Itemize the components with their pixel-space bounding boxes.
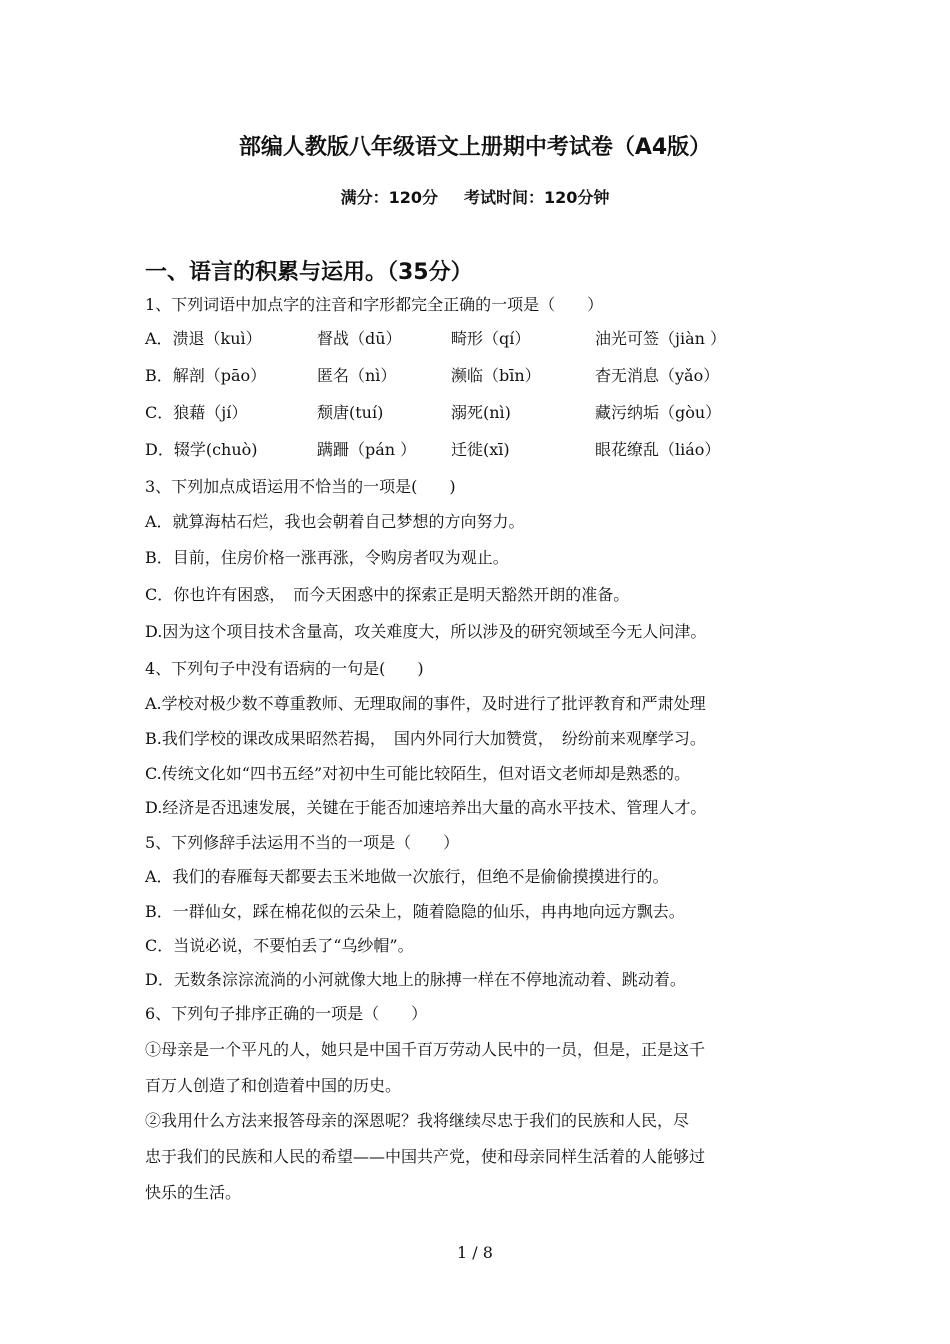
- q1-option-d-2: 蹒跚（pán ）: [317, 440, 417, 459]
- exam-time: 考试时间：120分钟: [464, 188, 610, 207]
- q5-option-a: A．我们的春雁每天都要去玉米地做一次旅行，但绝不是偷偷摸摸进行的。: [145, 867, 669, 886]
- q1-option-c-3: 溺死(nì): [451, 403, 511, 422]
- q1-option-b-3: 濒临（bīn）: [451, 366, 541, 385]
- question-5-stem: 5、下列修辞手法运用不当的一项是（ ）: [145, 833, 460, 852]
- q1-option-d-4: 眼花缭乱（liáo）: [595, 440, 721, 459]
- full-score: 满分：120分: [340, 188, 438, 207]
- q4-option-d: D.经济是否迅速发展，关键在于能否加速培养出大量的高水平技术、管理人才。: [145, 798, 707, 817]
- question-3-stem: 3、下列加点成语运用不恰当的一项是( ): [145, 477, 456, 496]
- q1-option-b-2: 匿名（nì）: [317, 366, 397, 385]
- question-4-stem: 4、下列句子中没有语病的一句是( ): [145, 659, 424, 678]
- page-title: 部编人教版八年级语文上册期中考试卷（A4版）: [238, 135, 712, 160]
- question-1-stem: 1、下列词语中加点字的注音和字形都完全正确的一项是（ ）: [145, 295, 604, 314]
- q1-option-c-2: 颓唐(tuí): [317, 403, 384, 422]
- exam-info: [0, 185, 950, 208]
- q3-option-b: B．目前，住房价格一涨再涨，令购房者叹为观止。: [145, 548, 509, 567]
- q6-sentence-line: ②我用什么方法来报答母亲的深恩呢？我将继续尽忠于我们的民族和人民，尽: [145, 1111, 690, 1130]
- q5-option-c: C．当说必说，不要怕丢了“乌纱帽”。: [145, 936, 414, 955]
- q1-option-b-1: B．解剖（pāo）: [145, 366, 267, 385]
- q5-option-b: B．一群仙女，踩在棉花似的云朵上，随着隐隐的仙乐，冉冉地向远方飘去。: [145, 902, 685, 921]
- q1-option-b-4: 杳无消息（yǎo）: [595, 366, 720, 385]
- q1-option-a-1: A．溃退（kuì）: [145, 329, 262, 348]
- q3-option-c: C．你也许有困惑， 而今天困惑中的探索正是明天豁然开朗的准备。: [145, 585, 630, 604]
- q4-option-b: B.我们学校的课改成果昭然若揭， 国内外同行大加赞赏， 纷纷前来观摩学习。: [145, 729, 706, 748]
- q4-option-a: A.学校对极少数不尊重教师、无理取闹的事件，及时进行了批评教育和严肃处理: [145, 694, 706, 713]
- q1-option-a-4: 油光可签（jiàn ）: [595, 329, 727, 348]
- q6-sentence-line: 忠于我们的民族和人民的希望——中国共产党，使和母亲同样生活着的人能够过: [145, 1147, 706, 1166]
- q1-option-a-2: 督战（dū）: [317, 329, 402, 348]
- q6-sentence-line: 百万人创造了和创造着中国的历史。: [145, 1076, 402, 1095]
- q6-sentence-line: 快乐的生活。: [145, 1183, 242, 1202]
- q3-option-a: A．就算海枯石烂，我也会朝着自己梦想的方向努力。: [145, 512, 525, 531]
- q1-option-a-3: 畸形（qí）: [451, 329, 531, 348]
- q5-option-d: D．无数条淙淙流淌的小河就像大地上的脉搏一样在不停地流动着、跳动着。: [145, 970, 686, 989]
- q1-option-c-1: C．狼藉（jí）: [145, 403, 248, 422]
- page-number: 1 / 8: [457, 1243, 493, 1262]
- q1-option-d-1: D．辍学(chuò): [145, 440, 258, 459]
- q4-option-c: C.传统文化如“四书五经”对初中生可能比较陌生，但对语文老师却是熟悉的。: [145, 764, 691, 783]
- q6-sentence-line: ①母亲是一个平凡的人，她只是中国千百万劳动人民中的一员，但是，正是这千: [145, 1040, 706, 1059]
- q3-option-d: D.因为这个项目技术含量高，攻关难度大，所以涉及的研究领域至今无人问津。: [145, 622, 707, 641]
- section-heading: 一、语言的积累与运用。（35分）: [145, 260, 473, 285]
- q1-option-d-3: 迁徙(xī): [451, 440, 510, 459]
- question-6-stem: 6、下列句子排序正确的一项是（ ）: [145, 1004, 428, 1023]
- q1-option-c-4: 藏污纳垢（gòu）: [595, 403, 722, 422]
